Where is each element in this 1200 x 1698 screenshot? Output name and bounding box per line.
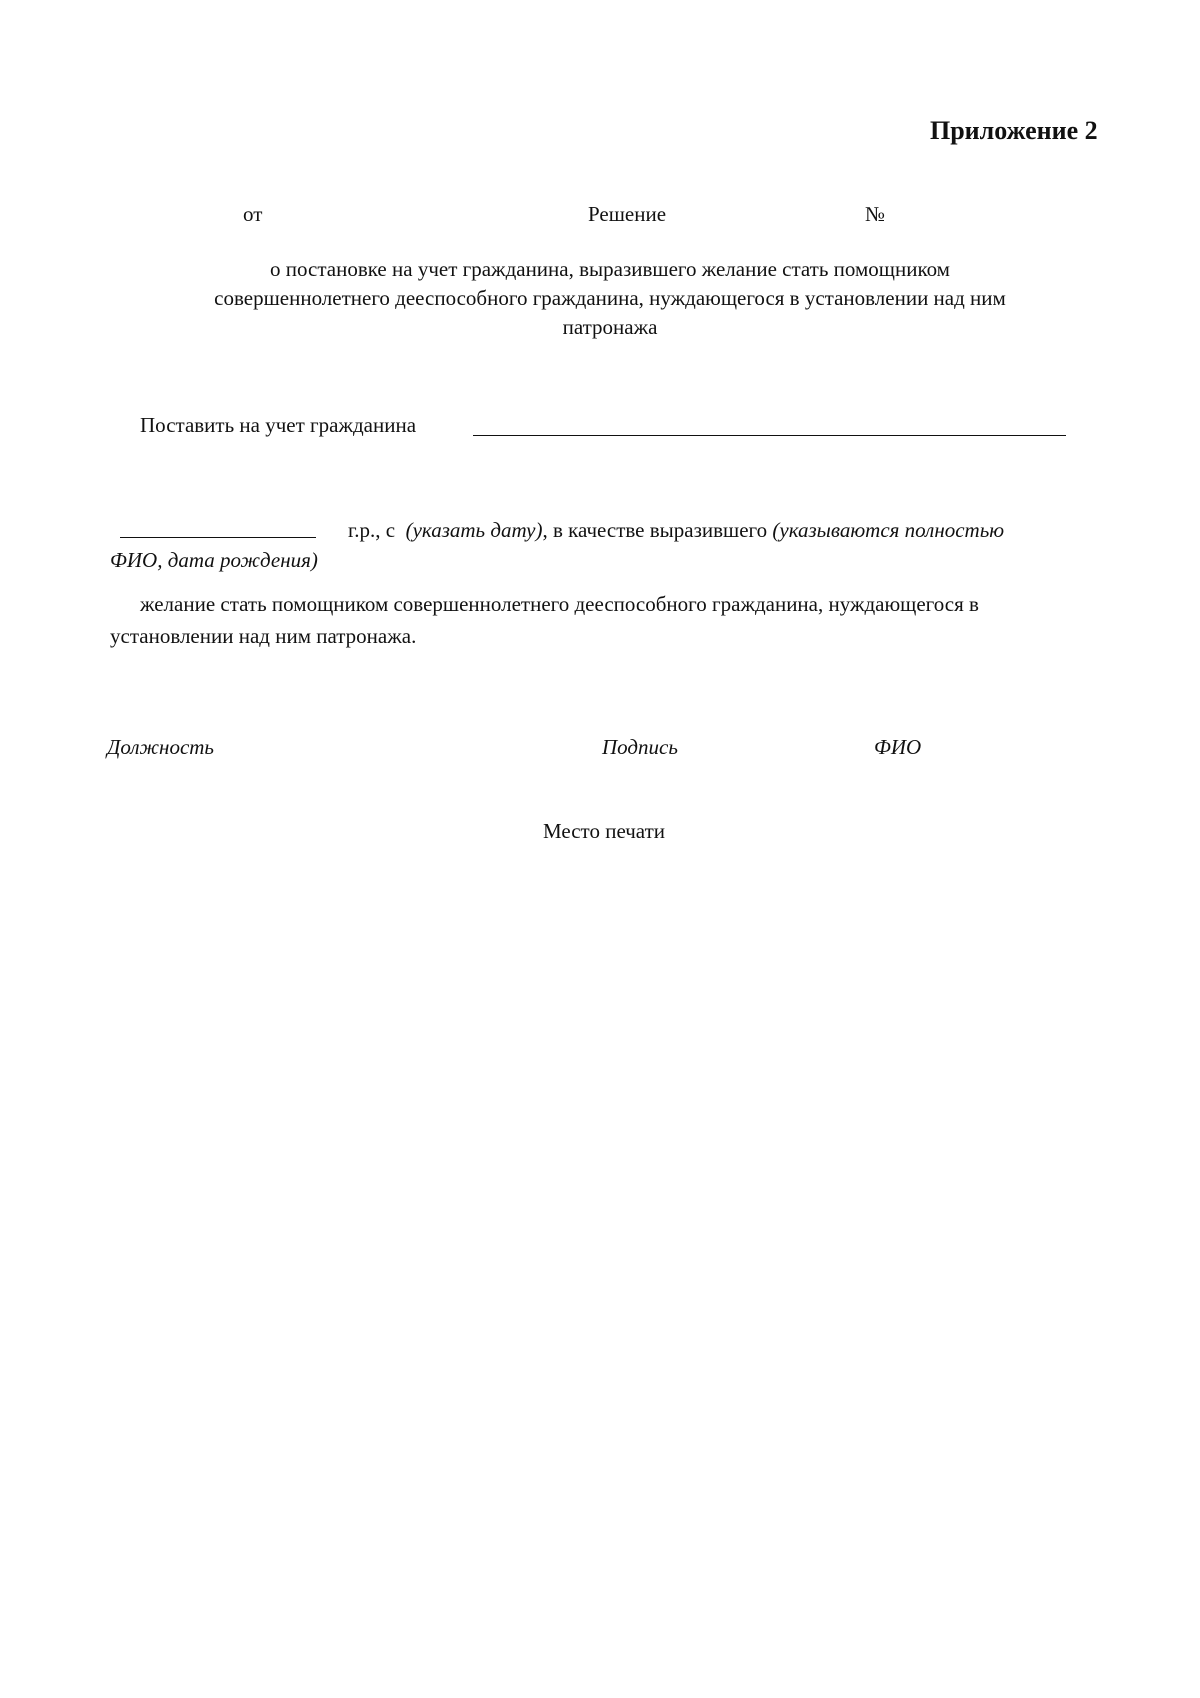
citizen-name-blank-line (473, 435, 1066, 436)
seal-place-label: Место печати (543, 819, 666, 843)
subject-line-2: совершеннолетнего дееспособного гражданина, нуждающегося в установлении над ним (214, 286, 1006, 310)
patronage-paragraph (110, 588, 1115, 652)
position-label: Должность (107, 735, 214, 759)
decision-subject (140, 255, 1080, 342)
signature-label: Подпись (602, 735, 678, 759)
date-hint: (указать дату) (405, 518, 543, 542)
full-name-hint: (указываются полностью (772, 518, 1005, 542)
register-citizen-label: Поставить на учет гражданина (140, 413, 417, 437)
name-birth-hint: ФИО, дата рождения) (110, 548, 318, 572)
patronage-line-2: установлении над ним патронажа. (110, 624, 417, 648)
registration-paragraph-line-1 (348, 515, 1004, 545)
decision-title: Решение (588, 202, 667, 226)
birth-year-text: г.р., с (348, 518, 396, 542)
appendix-title: Приложение 2 (930, 116, 1098, 145)
full-name-label: ФИО (874, 735, 922, 759)
date-label: от (243, 202, 263, 226)
capacity-text: , в качестве выразившего (542, 518, 768, 542)
registration-paragraph (110, 515, 1115, 575)
subject-line-1: о постановке на учет гражданина, выразившего желание стать помощником (270, 257, 950, 281)
number-sign: № (865, 202, 886, 226)
subject-line-3: патронажа (562, 315, 658, 339)
patronage-line-1: желание стать помощником совершеннолетнего дееспособного гражданина, нуждающегося в (140, 592, 979, 616)
